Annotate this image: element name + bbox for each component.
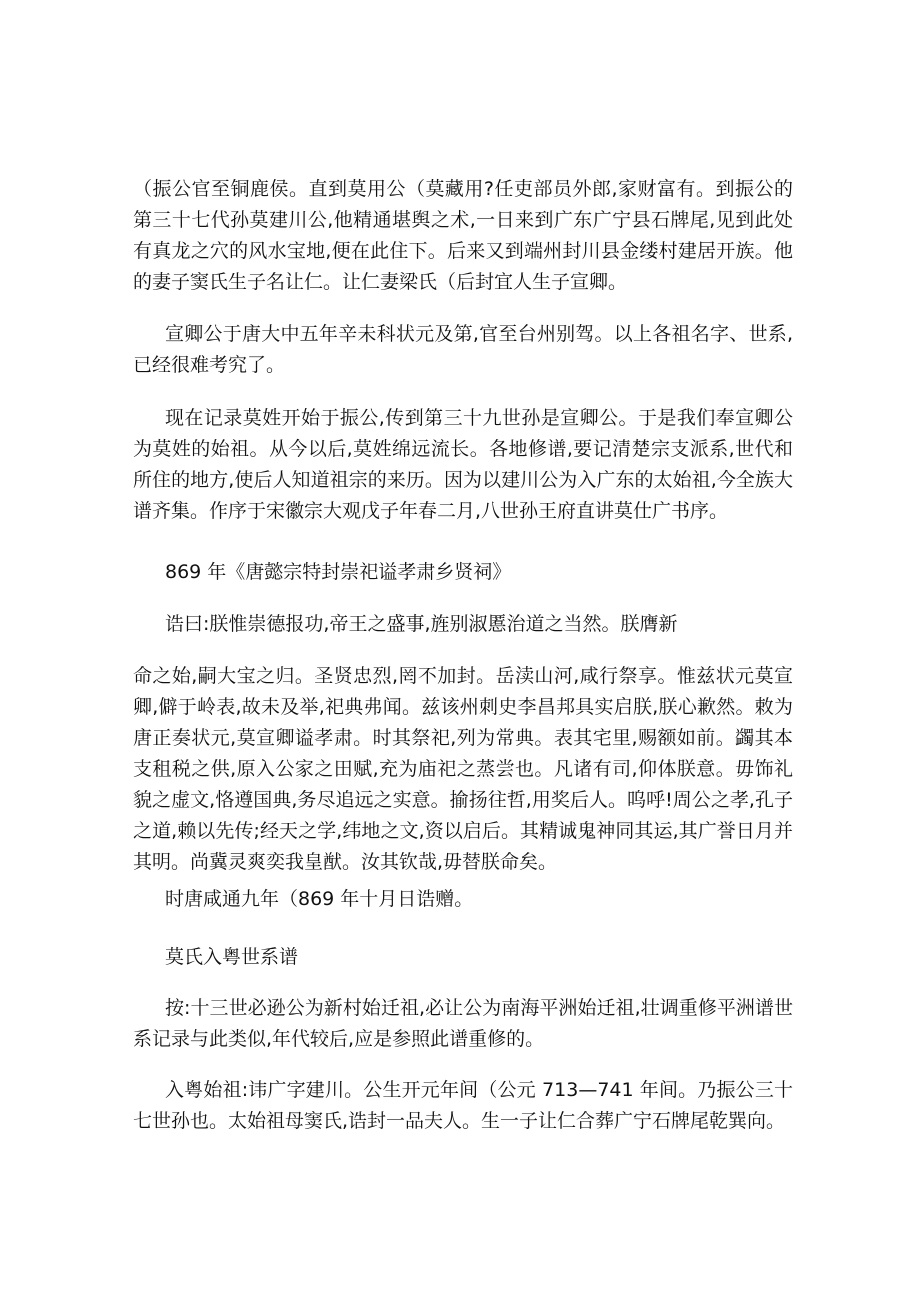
paragraph-first-ancestor-guangdong: 入粤始祖:讳广字建川。公生开元年间（公元 713—741 年间。乃振公三十七世孙也。太始祖母窦氏,诰封一品夫人。生一子让仁合葬广宁石牌尾乾巽向。: [133, 1079, 793, 1132]
edict-date-line: 时唐咸通九年（869 年十月日诰赠。: [165, 888, 474, 910]
paragraph-xuanqing-zhuangyuan: 宣卿公于唐大中五年辛未科状元及第,官至台州别驾。以上各祖名字、世系,已经很难考究了。: [133, 323, 793, 376]
section-heading-imperial-edict: 869 年《唐懿宗特封崇祀谥孝肃乡贤祠》: [165, 561, 512, 583]
paragraph-edict-body: 命之始,嗣大宝之归。圣贤忠烈,罔不加封。岳渎山河,咸行祭享。惟兹状元莫宣卿,僻于岭表,故未及举,祀典弗闻。兹该州刺史李昌邦具实启朕,朕心歉然。敕为唐正奏状元,莫宣卿谥孝肃。时其祭祀,列为常典。表其宅里,赐额如前。蠲其本支租税之供,原入公家之田赋,充为庙祀之蒸尝也。凡诸有司,仰体朕意。毋饰礼貌之虚文,恪遵国典,务尽追远之实意。揄扬往哲,用奖后人。呜呼!周公之孝,孔子之道,赖以先传;经天之学,纬地之文,资以启后。其精诚鬼神同其运,其广誉日月并其明。尚冀灵爽奕我皇猷。汝其钦哉,毋替朕命矣。: [133, 665, 793, 873]
paragraph-lineage-zhen: （振公官至铜鹿侯。直到莫用公（莫藏用?任吏部员外郎,家财富有。到振公的第三十七代孙莫建川公,他精通堪舆之术,一日来到广东广宁县石牌尾,见到此处有真龙之穴的风水宝地,便在此住下。后来又到端州封川县金缕村建居开族。他的妻子窦氏生子名让仁。让仁妻梁氏（后封宜人生子宣卿。: [133, 178, 793, 293]
paragraph-genealogy-preface: 现在记录莫姓开始于振公,传到第三十九世孙是宣卿公。于是我们奉宣卿公为莫姓的始祖。从今以后,莫姓绵远流长。各地修谱,要记清楚宗支派系,世代和所住的地方,使后人知道祖宗的来历。因为以建川公为入广东的太始祖,今全族大谱齐集。作序于宋徽宗大观戊子年春二月,八世孙王府直讲莫仕广书序。: [133, 407, 793, 522]
edict-opening-line: 诰曰:朕惟崇德报功,帝王之盛事,旌别淑慝治道之当然。朕膺新: [165, 613, 678, 635]
paragraph-note-migration: 按:十三世必逊公为新村始迁祖,必让公为南海平洲始迁祖,壮调重修平洲谱世系记录与此类似,年代较后,应是参照此谱重修的。: [133, 997, 793, 1050]
section-heading-lineage-register: 莫氏入粤世系谱: [165, 946, 299, 968]
